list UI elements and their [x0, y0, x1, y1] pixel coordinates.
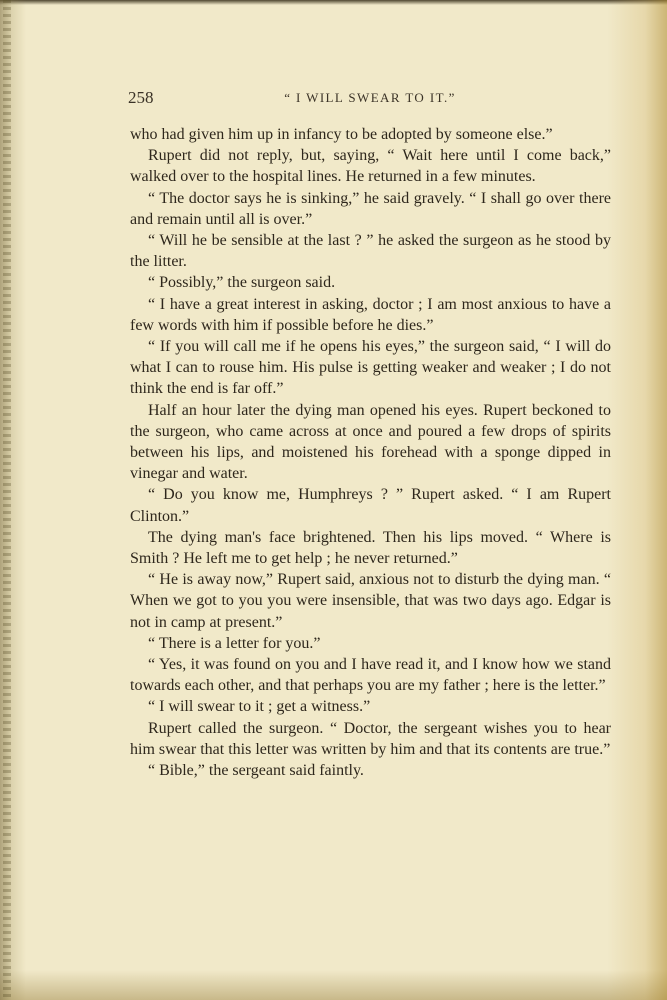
- paragraph: “ Possibly,” the surgeon said.: [148, 274, 336, 292]
- paragraph: Rupert did not reply, but, saying, “ Wait here until I come back,” walked over to the hospital lines. He returned in a few minutes.: [130, 147, 611, 186]
- paragraph: “ Will he be sensible at the last ? ” he asked the surgeon as he stood by the litter.: [130, 232, 611, 271]
- paragraph: “ If you will call me if he opens his eyes,” the surgeon said, “ I will do what I can to rouse him. His pulse is getting weaker and weaker ; I do not think the end is far off.”: [130, 338, 611, 398]
- body-text: [130, 124, 611, 781]
- paragraph: “ The doctor says he is sinking,” he said gravely. “ I shall go over there and remain until all is over.”: [130, 189, 611, 228]
- paragraph: “ There is a letter for you.”: [148, 634, 321, 652]
- paragraph: “ I will swear to it ; get a witness.”: [148, 698, 371, 716]
- paragraph: “ Do you know me, Humphreys ? ” Rupert asked. “ I am Rupert Clinton.”: [130, 486, 611, 525]
- page-number: 258: [128, 88, 154, 107]
- paragraph: Rupert called the surgeon. “ Doctor, the sergeant wishes you to hear him swear that this letter was written by him and that its contents are true.”: [130, 719, 611, 758]
- paragraph: who had given him up in infancy to be adopted by someone else.”: [130, 126, 553, 143]
- paragraph: “ I have a great interest in asking, doctor ; I am most anxious to have a few words with him if possible before he dies.”: [130, 295, 611, 334]
- paragraph: The dying man's face brightened. Then his lips moved. “ Where is Smith ? He left me to get help ; he never returned.”: [130, 528, 611, 568]
- page-binding-edge: [3, 0, 11, 1000]
- page-header: [128, 88, 612, 110]
- running-title: “ I WILL SWEAR TO IT.”: [284, 90, 456, 105]
- paragraph: “ He is away now,” Rupert said, anxious not to disturb the dying man. “ When we got to you you were insensible, that was two days ago. Edgar is not in camp at present.”: [130, 571, 611, 631]
- paragraph: Half an hour later the dying man opened his eyes. Rupert beckoned to the surgeon, who came across at once and poured a few drops of spirits between his lips, and moistened his forehead with a sponge dipped in vinegar and water.: [130, 401, 611, 483]
- paragraph: “ Yes, it was found on you and I have read it, and I know how we stand towards each other, and that perhaps you are my father ; here is the letter.”: [130, 656, 611, 695]
- paragraph: “ Bible,” the sergeant said faintly.: [148, 762, 364, 780]
